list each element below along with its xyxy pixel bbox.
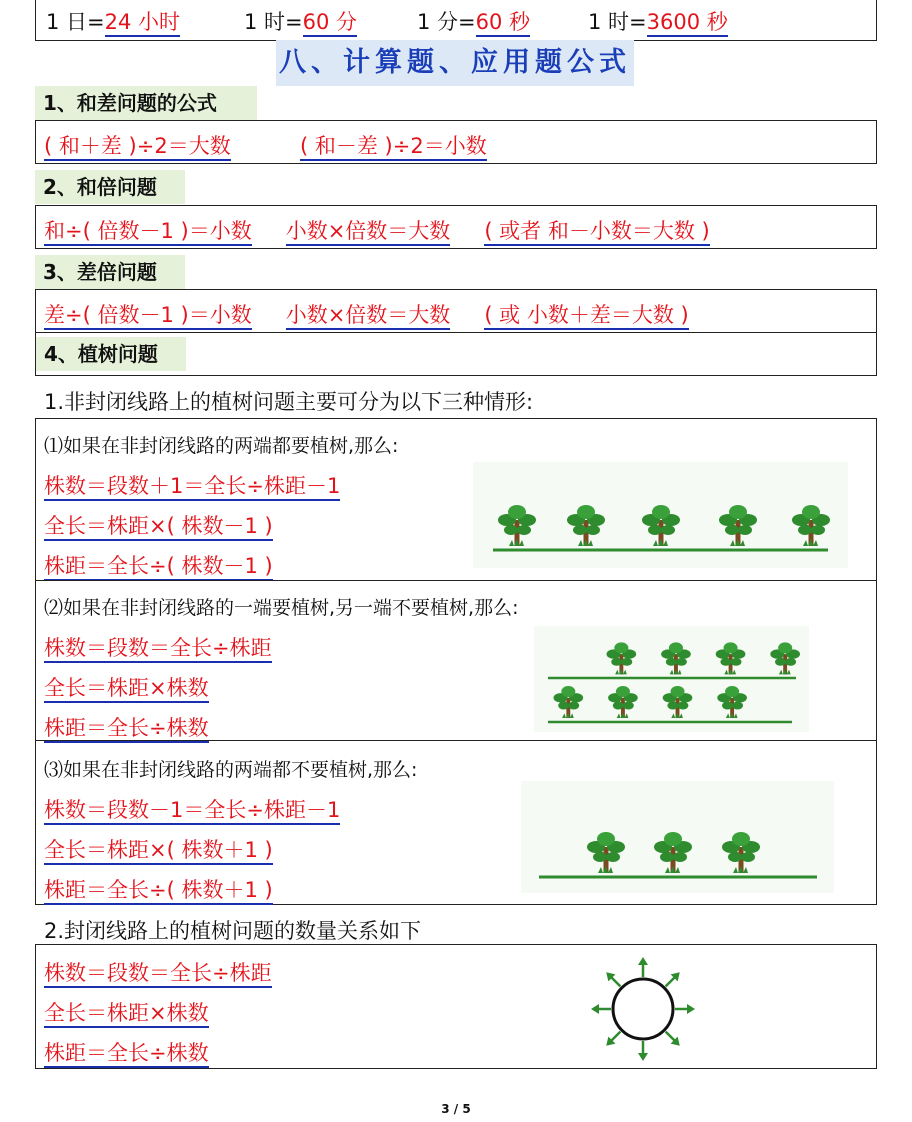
case4-formula-1: 株数＝段数＝全长÷株距	[44, 957, 272, 987]
closed-circle-trees-image	[591, 957, 695, 1061]
case2-formula-3: 株距＝全长÷株数	[44, 712, 209, 742]
time-unit-min-sec: 1 分=60 秒	[417, 6, 530, 36]
case1-formula-2: 全长＝株距×( 株数－1 )	[44, 510, 273, 540]
heading-diff-multiple: 3、差倍问题	[35, 255, 185, 289]
formula-sum-multiple: 和÷( 倍数－1 )＝小数 小数×倍数＝大数 ( 或者 和－小数＝大数 )	[44, 215, 710, 245]
case3-formula-1: 株数＝段数－1＝全长÷株距－1	[44, 794, 340, 824]
case2-formula-2: 全长＝株距×株数	[44, 672, 209, 702]
case4-formula-2: 全长＝株距×株数	[44, 997, 209, 1027]
heading-tree-planting: 4、植树问题	[36, 337, 186, 371]
paragraph-open-line: 1.非封闭线路上的植树问题主要可分为以下三种情形:	[44, 390, 534, 414]
box-diff-multiple	[35, 289, 877, 333]
case1-formula-1: 株数＝段数＋1＝全长÷株距－1	[44, 470, 340, 500]
box-sum-diff	[35, 120, 877, 164]
time-unit-day: 1 日=24 小时	[46, 6, 180, 36]
case-both-ends	[35, 418, 877, 581]
formula-small-number: ( 和－差 )÷2＝小数	[300, 130, 487, 160]
paragraph-closed-line: 2.封闭线路上的植树问题的数量关系如下	[44, 919, 422, 943]
box-tree-heading	[35, 333, 877, 376]
case-closed-line	[35, 944, 877, 1069]
formula-diff-multiple: 差÷( 倍数－1 )＝小数 小数×倍数＝大数 ( 或 小数＋差＝大数 )	[44, 299, 689, 329]
case1-title: ⑴如果在非封闭线路的两端都要植树,那么:	[44, 435, 399, 457]
box-sum-multiple	[35, 205, 877, 249]
time-units-box	[35, 0, 877, 41]
trees-one-end-image	[534, 626, 809, 732]
case3-formula-3: 株距＝全长÷( 株数＋1 )	[44, 874, 273, 904]
trees-both-ends-image	[473, 462, 848, 568]
trees-no-ends-image	[521, 781, 834, 893]
case3-formula-2: 全长＝株距×( 株数＋1 )	[44, 834, 273, 864]
case4-formula-3: 株距＝全长÷株数	[44, 1037, 209, 1067]
heading-sum-multiple: 2、和倍问题	[35, 170, 185, 204]
heading-sum-diff: 1、和差问题的公式	[35, 86, 257, 120]
page-number: 3 / 5	[441, 1102, 471, 1116]
case-one-end	[35, 580, 877, 741]
case2-formula-1: 株数＝段数＝全长÷株距	[44, 632, 272, 662]
time-unit-hour-sec: 1 时=3600 秒	[588, 6, 728, 36]
section-title: 八、计算题、应用题公式	[276, 40, 634, 86]
case3-title: ⑶如果在非封闭线路的两端都不要植树,那么:	[44, 759, 418, 781]
case-no-ends	[35, 740, 877, 905]
case2-title: ⑵如果在非封闭线路的一端要植树,另一端不要植树,那么:	[44, 597, 519, 619]
case1-formula-3: 株距＝全长÷( 株数－1 )	[44, 550, 273, 580]
formula-big-number: ( 和＋差 )÷2＝大数	[44, 130, 231, 160]
time-unit-hour-min: 1 时=60 分	[244, 6, 357, 36]
